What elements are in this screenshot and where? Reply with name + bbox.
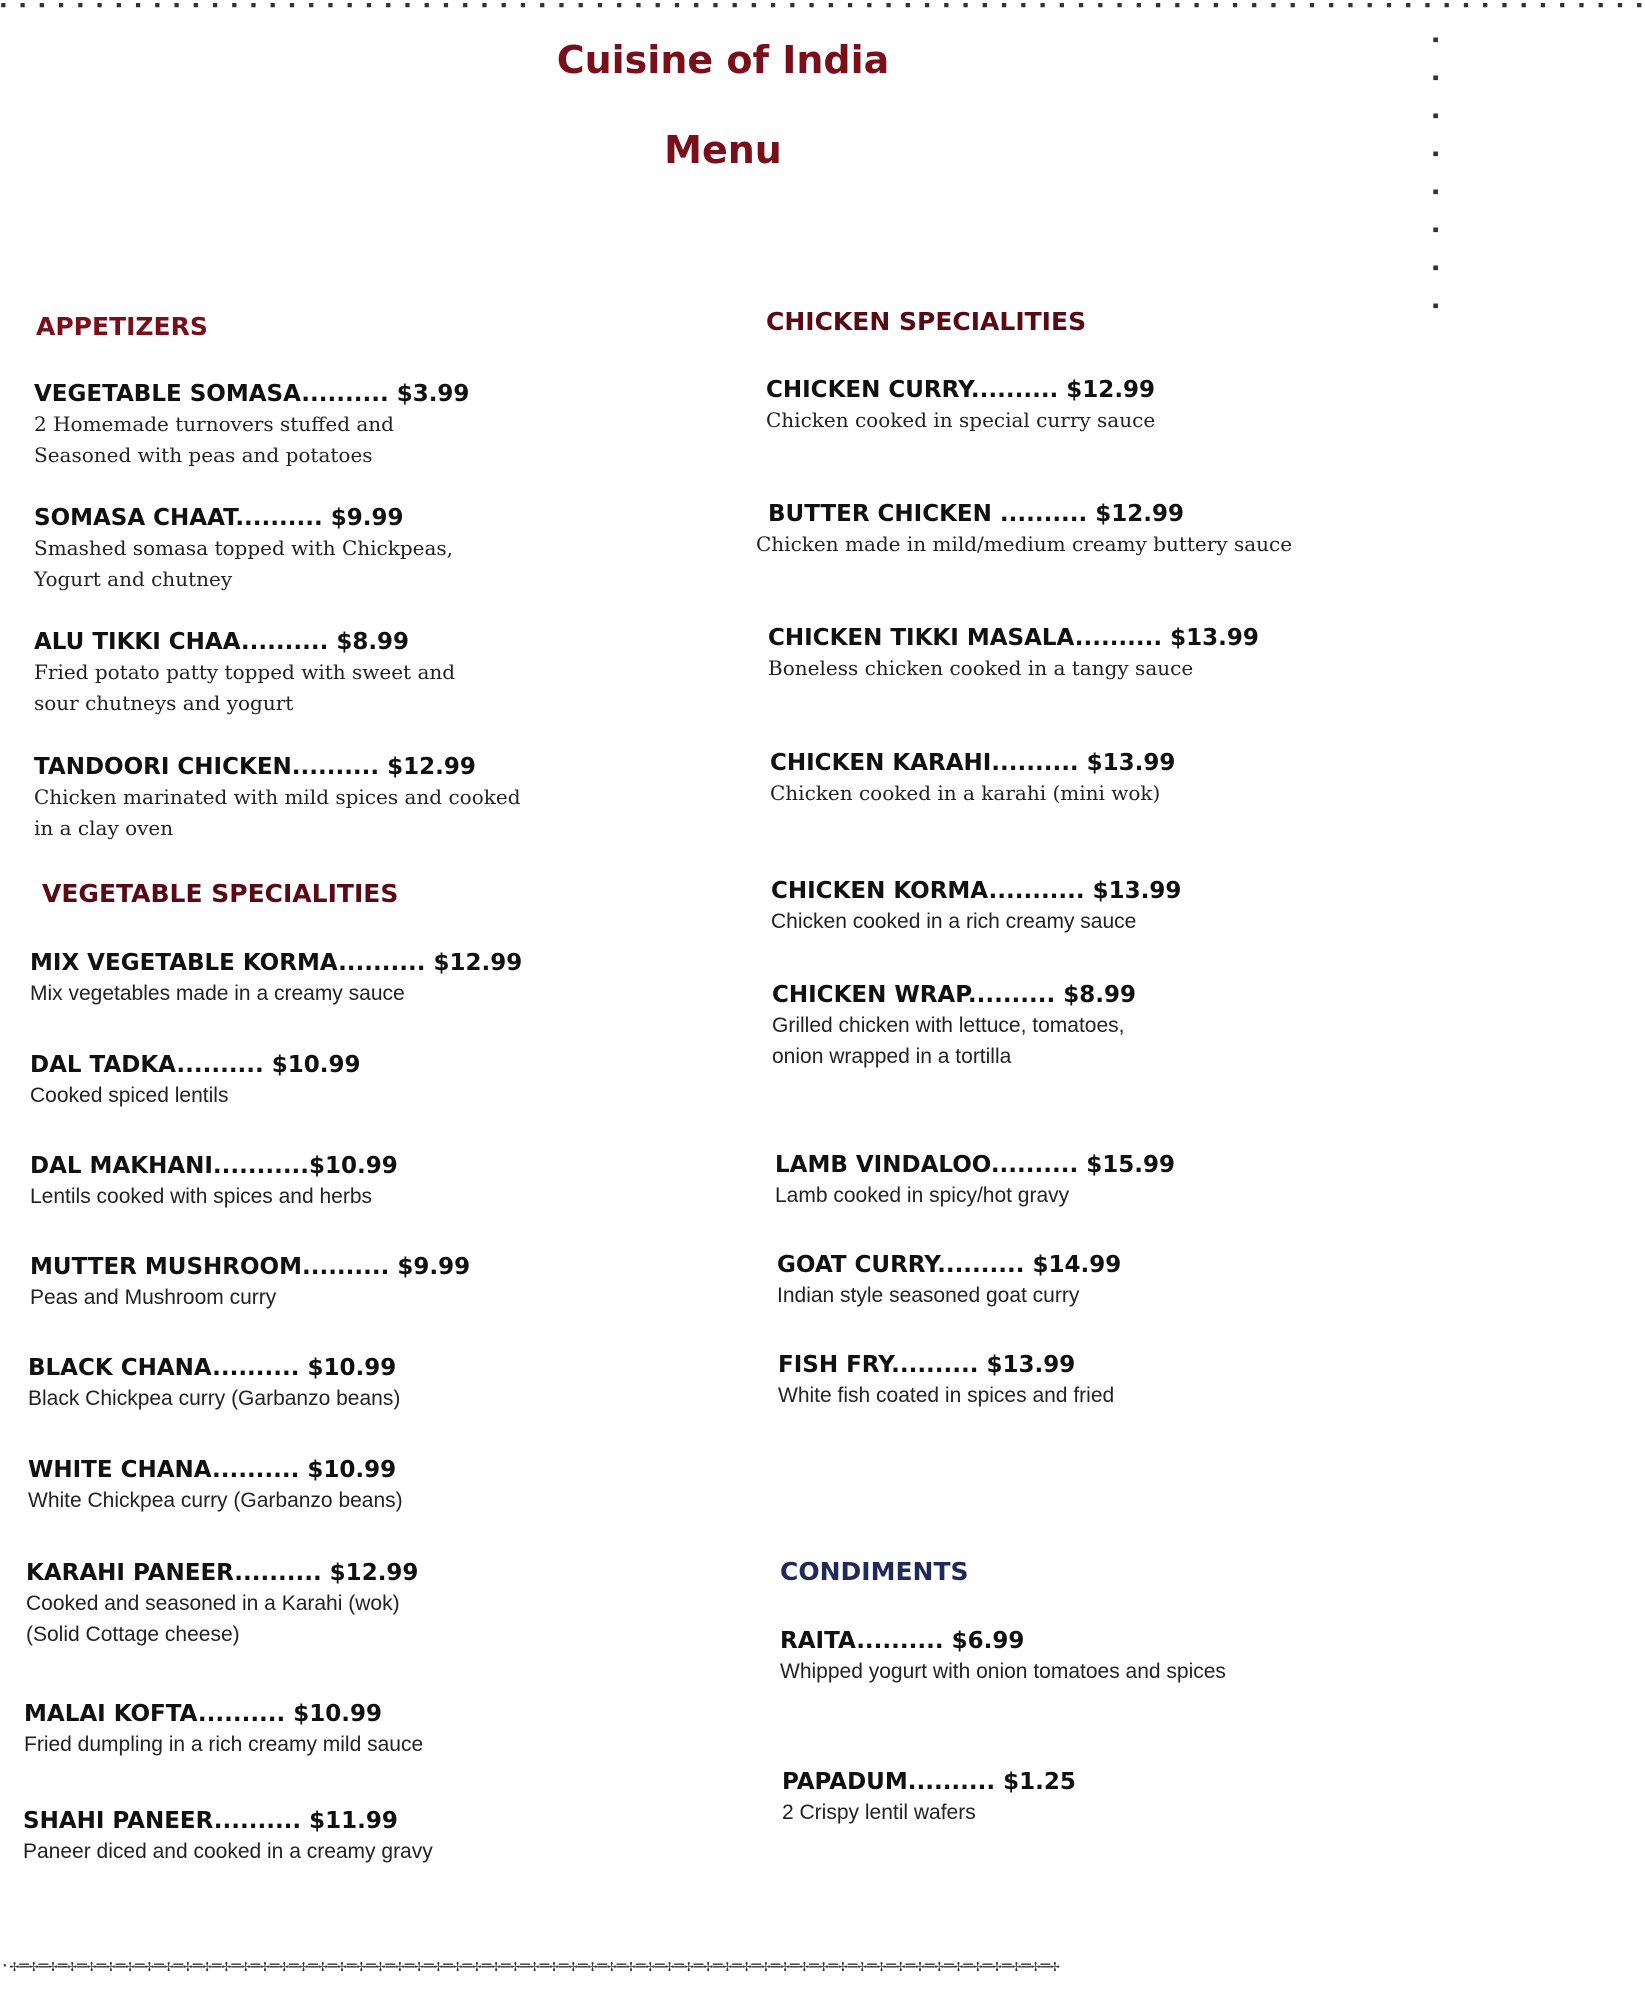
item-name: MALAI KOFTA.......... $10.99 bbox=[24, 1701, 383, 1727]
item-description: Chicken cooked in a karahi (mini wok) bbox=[770, 781, 1161, 805]
section-heading-chicken-specialities: CHICKEN SPECIALITIES bbox=[766, 307, 1087, 336]
menu-item-lamb-vindaloo bbox=[775, 1150, 1175, 1211]
item-name: CHICKEN KORMA........... $13.99 bbox=[771, 878, 1182, 904]
item-name: DAL TADKA.......... $10.99 bbox=[30, 1052, 361, 1078]
item-description: Fried dumpling in a rich creamy mild sauce bbox=[24, 1733, 424, 1756]
item-description: White Chickpea curry (Garbanzo beans) bbox=[28, 1489, 403, 1512]
menu-item-malai-kofta bbox=[24, 1699, 423, 1760]
item-name: VEGETABLE SOMASA.......... $3.99 bbox=[34, 381, 470, 407]
item-description: Peas and Mushroom curry bbox=[30, 1286, 277, 1309]
item-description: Seasoned with peas and potatoes bbox=[34, 443, 373, 467]
menu-item-alu-tikki-chaa bbox=[34, 627, 455, 719]
item-name: RAITA.......... $6.99 bbox=[780, 1628, 1025, 1654]
top-decorative-border: ▪ ▪ ▪ ▪ ▪ ▪ ▪ ▪ ▪ ▪ ▪ ▪ ▪ ▪ ▪ ▪ ▪ ▪ ▪ ▪ ▪ ▪ ▪ ▪ ▪ ▪ ▪ ▪ ▪ ▪ ▪ ▪ ▪ ▪ ▪ ▪ ▪ ▪ ▪ ▪ ▪ ▪ ▪ ▪ ▪ ▪ ▪ ▪ ▪ ▪ ▪ ▪ ▪ ▪ ▪ ▪ ▪ ▪ ▪ ▪ ▪ ▪ ▪ ▪ ▪ ▪ ▪ ▪ ▪ ▪ ▪ ▪ ▪ ▪ ▪ ▪ ▪ ▪ ▪ ▪ ▪ ▪ ▪ ▪ ▪ ▪ bbox=[0, 0, 1645, 11]
item-name: SHAHI PANEER.......... $11.99 bbox=[23, 1808, 398, 1834]
item-name: SOMASA CHAAT.......... $9.99 bbox=[34, 505, 404, 531]
menu-item-chicken-tikki-masala bbox=[768, 623, 1259, 684]
item-description: 2 Homemade turnovers stuffed and bbox=[34, 412, 394, 436]
item-description: Fried potato patty topped with sweet and bbox=[34, 660, 456, 684]
section-heading-condiments: CONDIMENTS bbox=[780, 1557, 969, 1586]
item-name: CHICKEN KARAHI.......... $13.99 bbox=[770, 750, 1176, 776]
item-name: CHICKEN CURRY.......... $12.99 bbox=[766, 377, 1156, 403]
item-description: Boneless chicken cooked in a tangy sauce bbox=[768, 656, 1194, 680]
item-description: Chicken marinated with mild spices and cooked bbox=[34, 785, 521, 809]
item-description: Chicken made in mild/medium creamy buttery sauce bbox=[756, 532, 1293, 556]
item-name: ALU TIKKI CHAA.......... $8.99 bbox=[34, 629, 410, 655]
item-description: in a clay oven bbox=[34, 816, 174, 840]
menu-item-butter-chicken bbox=[756, 499, 1292, 560]
item-description: Cooked and seasoned in a Karahi (wok) bbox=[26, 1592, 400, 1615]
item-description: Grilled chicken with lettuce, tomatoes, bbox=[772, 1014, 1125, 1037]
menu-item-karahi-paneer bbox=[26, 1558, 418, 1650]
item-name: BUTTER CHICKEN .......... $12.99 bbox=[768, 501, 1185, 527]
menu-item-chicken-karahi bbox=[770, 748, 1175, 809]
menu-item-chicken-curry bbox=[766, 375, 1155, 436]
item-description: Indian style seasoned goat curry bbox=[777, 1284, 1080, 1307]
item-description: onion wrapped in a tortilla bbox=[772, 1045, 1012, 1068]
item-description: 2 Crispy lentil wafers bbox=[782, 1801, 976, 1824]
menu-item-white-chana bbox=[28, 1455, 403, 1516]
menu-item-vegetable-somasa bbox=[34, 379, 469, 471]
item-name: MIX VEGETABLE KORMA.......... $12.99 bbox=[30, 950, 523, 976]
item-name: PAPADUM.......... $1.25 bbox=[782, 1769, 1076, 1795]
menu-title: Menu bbox=[664, 128, 782, 172]
item-description: Chicken cooked in a rich creamy sauce bbox=[771, 910, 1137, 933]
menu-item-black-chana bbox=[28, 1353, 400, 1414]
menu-item-mix-vegetable-korma bbox=[30, 948, 522, 1009]
menu-item-chicken-korma bbox=[771, 876, 1181, 937]
menu-item-dal-makhani bbox=[30, 1151, 398, 1212]
item-description: Whipped yogurt with onion tomatoes and spices bbox=[780, 1660, 1226, 1683]
item-description: White fish coated in spices and fried bbox=[778, 1384, 1115, 1407]
menu-item-dal-tadka bbox=[30, 1050, 361, 1111]
item-description: Cooked spiced lentils bbox=[30, 1084, 229, 1107]
item-name: DAL MAKHANI...........$10.99 bbox=[30, 1153, 398, 1179]
item-name: MUTTER MUSHROOM.......... $9.99 bbox=[30, 1254, 471, 1280]
menu-item-somasa-chaat bbox=[34, 503, 453, 595]
right-decorative-border: ▪ ▪ ▪ ▪ ▪ ▪ ▪ ▪ bbox=[1432, 32, 1440, 312]
item-description: (Solid Cottage cheese) bbox=[26, 1623, 240, 1646]
item-name: BLACK CHANA.......... $10.99 bbox=[28, 1355, 397, 1381]
restaurant-title: Cuisine of India bbox=[556, 38, 890, 82]
item-name: FISH FRY.......... $13.99 bbox=[778, 1352, 1076, 1378]
menu-item-mutter-mushroom bbox=[30, 1252, 470, 1313]
item-description: sour chutneys and yogurt bbox=[34, 691, 294, 715]
item-description: Lamb cooked in spicy/hot gravy bbox=[775, 1184, 1070, 1207]
item-description: Paneer diced and cooked in a creamy gravy bbox=[23, 1840, 433, 1863]
menu-item-fish-fry bbox=[778, 1350, 1114, 1411]
item-name: CHICKEN WRAP.......... $8.99 bbox=[772, 982, 1137, 1008]
item-description: Chicken cooked in special curry sauce bbox=[766, 408, 1156, 432]
section-heading-vegetable-specialities: VEGETABLE SPECIALITIES bbox=[42, 879, 399, 908]
section-heading-appetizers: APPETIZERS bbox=[36, 312, 208, 341]
item-name: KARAHI PANEER.......... $12.99 bbox=[26, 1560, 419, 1586]
item-name: WHITE CHANA.......... $10.99 bbox=[28, 1457, 397, 1483]
item-name: TANDOORI CHICKEN.......... $12.99 bbox=[34, 754, 476, 780]
menu-item-shahi-paneer bbox=[23, 1806, 433, 1867]
item-description: Black Chickpea curry (Garbanzo beans) bbox=[28, 1387, 401, 1410]
item-name: GOAT CURRY.......... $14.99 bbox=[777, 1252, 1122, 1278]
menu-item-chicken-wrap bbox=[772, 980, 1136, 1072]
menu-item-goat-curry bbox=[777, 1250, 1121, 1311]
item-description: Smashed somasa topped with Chickpeas, bbox=[34, 536, 454, 560]
item-name: LAMB VINDALOO.......... $15.99 bbox=[775, 1152, 1175, 1178]
menu-item-raita bbox=[780, 1626, 1226, 1687]
menu-item-tandoori-chicken bbox=[34, 752, 521, 844]
menu-item-papadum bbox=[782, 1767, 1076, 1828]
bottom-decorative-border: ·✢═✢═✢═✢═✢═✢═✢═✢═✢═✢═✢═✢═✢═✢═✢═✢═✢═✢═✢═✢═✢═✢═✢═✢═✢═✢═✢═✢═✢═✢═✢═✢═✢═✢═✢═✢═✢═✢═✢═✢═✢═✢═✢═✢═✢═✢═✢═✢═✢═✢═✢═✢═✢═✢═✢ bbox=[0, 1956, 1060, 1975]
item-description: Yogurt and chutney bbox=[34, 567, 233, 591]
item-description: Mix vegetables made in a creamy sauce bbox=[30, 982, 405, 1005]
item-description: Lentils cooked with spices and herbs bbox=[30, 1185, 373, 1208]
item-name: CHICKEN TIKKI MASALA.......... $13.99 bbox=[768, 625, 1259, 651]
